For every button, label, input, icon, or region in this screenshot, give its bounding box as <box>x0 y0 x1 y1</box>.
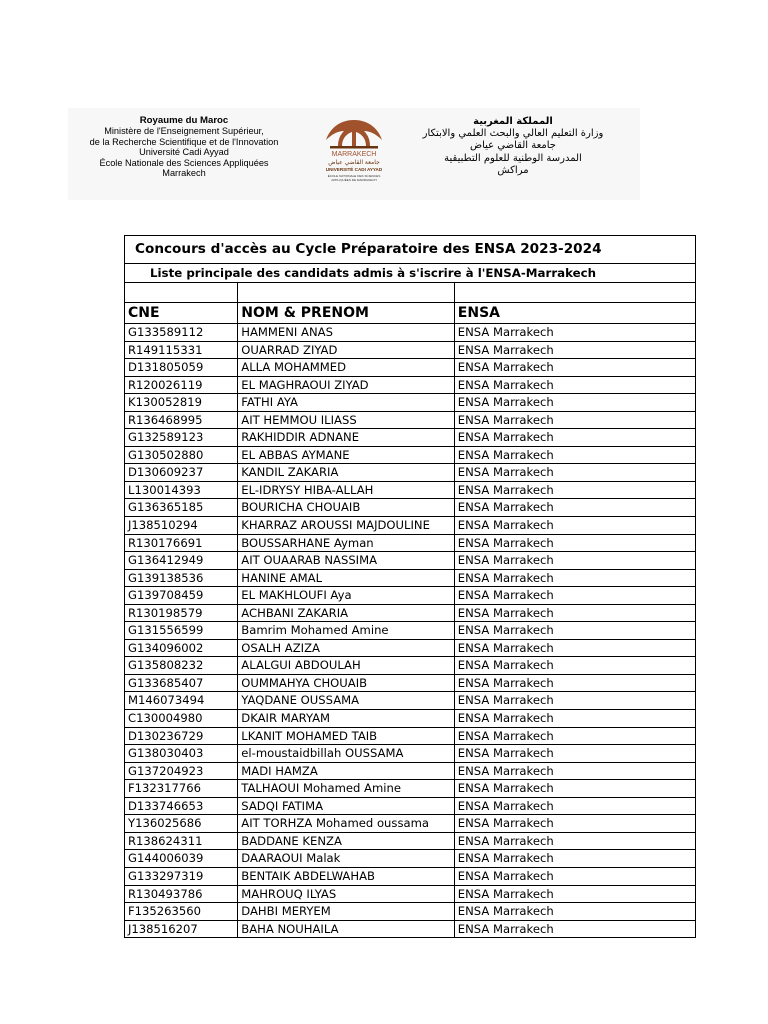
cell-cne: D130609237 <box>125 464 238 482</box>
cell-ensa: ENSA Marrakech <box>454 920 695 938</box>
cell-ensa: ENSA Marrakech <box>454 446 695 464</box>
table-spacer-row <box>125 283 695 303</box>
university-logo-icon <box>318 114 390 188</box>
cell-name: EL ABBAS AYMANE <box>238 446 455 464</box>
table-row <box>125 903 695 921</box>
cell-cne: D130236729 <box>125 727 238 745</box>
table-row <box>125 885 695 903</box>
letterhead-french <box>75 116 293 178</box>
cell-name: AIT OUAARAB NASSIMA <box>238 552 455 570</box>
cell-cne: L130014393 <box>125 481 238 499</box>
cell-cne: G133589112 <box>125 324 238 342</box>
logo-city: MARRAKECH <box>331 151 377 158</box>
cell-cne: K130052819 <box>125 394 238 412</box>
fr-line-school: École Nationale des Sciences Appliquées <box>99 157 269 168</box>
table-header-row <box>125 303 695 324</box>
table-row <box>125 499 695 517</box>
cell-name: BOUSSARHANE Ayman <box>238 534 455 552</box>
cell-cne: R130176691 <box>125 534 238 552</box>
table-row <box>125 639 695 657</box>
cell-ensa: ENSA Marrakech <box>454 324 695 342</box>
cell-cne: G133685407 <box>125 674 238 692</box>
ar-line-school: المدرسة الوطنية للعلوم التطبيقية <box>444 152 582 164</box>
fr-line-city: Marrakech <box>162 168 206 179</box>
fr-line-ministry: Ministère de l'Enseignement Supérieur, <box>104 126 264 137</box>
cell-cne: M146073494 <box>125 692 238 710</box>
table-row <box>125 341 695 359</box>
cell-name: DKAIR MARYAM <box>238 710 455 728</box>
table-row <box>125 446 695 464</box>
table-row <box>125 411 695 429</box>
cell-name: BAHA NOUHAILA <box>238 920 455 938</box>
cell-ensa: ENSA Marrakech <box>454 850 695 868</box>
table-row <box>125 552 695 570</box>
table-row <box>125 762 695 780</box>
logo-university: UNIVERSITÉ CADI AYYAD <box>325 167 383 172</box>
logo-school-line2: APPLIQUÉES DE MARRAKECH <box>331 178 377 182</box>
cell-ensa: ENSA Marrakech <box>454 797 695 815</box>
table-row <box>125 710 695 728</box>
cell-cne: R130198579 <box>125 604 238 622</box>
table-row <box>125 359 695 377</box>
cell-name: TALHAOUI Mohamed Amine <box>238 780 455 798</box>
fr-line-kingdom: Royaume du Maroc <box>139 115 229 126</box>
cell-ensa: ENSA Marrakech <box>454 359 695 377</box>
cell-ensa: ENSA Marrakech <box>454 745 695 763</box>
logo-school-line1: ÉCOLE NATIONALE DES SCIENCES <box>327 174 381 178</box>
cell-name: ACHBANI ZAKARIA <box>238 604 455 622</box>
cell-cne: R149115331 <box>125 341 238 359</box>
table-row <box>125 569 695 587</box>
cell-cne: G139138536 <box>125 569 238 587</box>
cell-cne: R136468995 <box>125 411 238 429</box>
cell-ensa: ENSA Marrakech <box>454 604 695 622</box>
cell-name: AIT HEMMOU ILIASS <box>238 411 455 429</box>
cell-name: BENTAIK ABDELWAHAB <box>238 867 455 885</box>
candidates-table <box>125 283 695 938</box>
cell-ensa: ENSA Marrakech <box>454 727 695 745</box>
cell-ensa: ENSA Marrakech <box>454 692 695 710</box>
ar-line-city: مراكش <box>497 164 529 176</box>
cell-name: Bamrim Mohamed Amine <box>238 622 455 640</box>
cell-cne: J138516207 <box>125 920 238 938</box>
cell-cne: G132589123 <box>125 429 238 447</box>
cell-name: HAMMENI ANAS <box>238 324 455 342</box>
table-row <box>125 587 695 605</box>
cell-name: SADQI FATIMA <box>238 797 455 815</box>
table-row <box>125 797 695 815</box>
table-row <box>125 850 695 868</box>
table-row <box>125 481 695 499</box>
cell-cne: G144006039 <box>125 850 238 868</box>
table-row <box>125 727 695 745</box>
cell-name: BADDANE KENZA <box>238 832 455 850</box>
cell-cne: C130004980 <box>125 710 238 728</box>
university-logo <box>318 114 390 188</box>
cell-name: LKANIT MOHAMED TAIB <box>238 727 455 745</box>
cell-ensa: ENSA Marrakech <box>454 411 695 429</box>
cell-name: ALLA MOHAMMED <box>238 359 455 377</box>
cell-ensa: ENSA Marrakech <box>454 569 695 587</box>
cell-cne: G135808232 <box>125 657 238 675</box>
table-row <box>125 534 695 552</box>
cell-name: KHARRAZ AROUSSI MAJDOULINE <box>238 517 455 535</box>
cell-ensa: ENSA Marrakech <box>454 867 695 885</box>
cell-ensa: ENSA Marrakech <box>454 710 695 728</box>
table-row <box>125 832 695 850</box>
cell-ensa: ENSA Marrakech <box>454 534 695 552</box>
cell-cne: G130502880 <box>125 446 238 464</box>
cell-name: DAHBI MERYEM <box>238 903 455 921</box>
cell-ensa: ENSA Marrakech <box>454 499 695 517</box>
cell-ensa: ENSA Marrakech <box>454 517 695 535</box>
cell-ensa: ENSA Marrakech <box>454 815 695 833</box>
admission-list <box>124 235 696 938</box>
cell-ensa: ENSA Marrakech <box>454 903 695 921</box>
cell-cne: G133297319 <box>125 867 238 885</box>
cell-cne: R138624311 <box>125 832 238 850</box>
cell-cne: G138030403 <box>125 745 238 763</box>
fr-line-research: de la Recherche Scientifique et de l'Innovation <box>89 136 279 147</box>
column-header-cne: CNE <box>125 303 238 324</box>
cell-name: AIT TORHZA Mohamed oussama <box>238 815 455 833</box>
column-header-ensa: ENSA <box>454 303 695 324</box>
cell-ensa: ENSA Marrakech <box>454 587 695 605</box>
cell-name: MAHROUQ ILYAS <box>238 885 455 903</box>
table-row <box>125 867 695 885</box>
cell-ensa: ENSA Marrakech <box>454 376 695 394</box>
cell-ensa: ENSA Marrakech <box>454 341 695 359</box>
cell-ensa: ENSA Marrakech <box>454 674 695 692</box>
cell-ensa: ENSA Marrakech <box>454 762 695 780</box>
table-row <box>125 622 695 640</box>
cell-cne: G131556599 <box>125 622 238 640</box>
cell-name: HANINE AMAL <box>238 569 455 587</box>
table-row <box>125 376 695 394</box>
table-row <box>125 429 695 447</box>
table-row <box>125 464 695 482</box>
cell-ensa: ENSA Marrakech <box>454 552 695 570</box>
cell-cne: D131805059 <box>125 359 238 377</box>
table-row <box>125 815 695 833</box>
cell-cne: Y136025686 <box>125 815 238 833</box>
table-row <box>125 692 695 710</box>
cell-cne: R130493786 <box>125 885 238 903</box>
cell-name: EL MAGHRAOUI ZIYAD <box>238 376 455 394</box>
ar-line-university: جامعة القاضي عياض <box>469 140 556 152</box>
cell-ensa: ENSA Marrakech <box>454 394 695 412</box>
cell-name: MADI HAMZA <box>238 762 455 780</box>
cell-ensa: ENSA Marrakech <box>454 464 695 482</box>
table-row <box>125 324 695 342</box>
cell-cne: G136412949 <box>125 552 238 570</box>
cell-ensa: ENSA Marrakech <box>454 622 695 640</box>
table-row <box>125 780 695 798</box>
cell-ensa: ENSA Marrakech <box>454 780 695 798</box>
ar-line-ministry: وزارة التعليم العالي والبحث العلمي والابتكار <box>422 128 604 140</box>
cell-name: EL MAKHLOUFI Aya <box>238 587 455 605</box>
cell-cne: F132317766 <box>125 780 238 798</box>
cell-ensa: ENSA Marrakech <box>454 657 695 675</box>
cell-name: OSALH AZIZA <box>238 639 455 657</box>
table-row <box>125 674 695 692</box>
cell-ensa: ENSA Marrakech <box>454 429 695 447</box>
cell-name: OUARRAD ZIYAD <box>238 341 455 359</box>
cell-cne: F135263560 <box>125 903 238 921</box>
cell-name: YAQDANE OUSSAMA <box>238 692 455 710</box>
cell-cne: G136365185 <box>125 499 238 517</box>
cell-cne: R120026119 <box>125 376 238 394</box>
table-row <box>125 657 695 675</box>
document-title: Concours d'accès au Cycle Préparatoire des ENSA 2023-2024 <box>125 236 695 264</box>
cell-cne: G139708459 <box>125 587 238 605</box>
cell-name: EL-IDRYSY HIBA-ALLAH <box>238 481 455 499</box>
cell-ensa: ENSA Marrakech <box>454 639 695 657</box>
logo-arabic-name: جامعة القاضي عياض <box>328 159 380 166</box>
table-row <box>125 604 695 622</box>
cell-name: FATHI AYA <box>238 394 455 412</box>
cell-name: RAKHIDDIR ADNANE <box>238 429 455 447</box>
cell-ensa: ENSA Marrakech <box>454 481 695 499</box>
cell-name: DAARAOUI Malak <box>238 850 455 868</box>
cell-name: KANDIL ZAKARIA <box>238 464 455 482</box>
column-header-name: NOM & PRENOM <box>238 303 455 324</box>
cell-cne: J138510294 <box>125 517 238 535</box>
cell-name: OUMMAHYA CHOUAIB <box>238 674 455 692</box>
cell-cne: G137204923 <box>125 762 238 780</box>
letterhead-arabic <box>408 116 618 177</box>
table-row <box>125 517 695 535</box>
table-row <box>125 920 695 938</box>
cell-name: BOURICHA CHOUAIB <box>238 499 455 517</box>
cell-name: ALALGUI ABDOULAH <box>238 657 455 675</box>
cell-ensa: ENSA Marrakech <box>454 832 695 850</box>
cell-cne: D133746653 <box>125 797 238 815</box>
cell-ensa: ENSA Marrakech <box>454 885 695 903</box>
cell-name: el-moustaidbillah OUSSAMA <box>238 745 455 763</box>
document-subtitle: Liste principale des candidats admis à s'iscrire à l'ENSA-Marrakech <box>125 264 695 283</box>
cell-cne: G134096002 <box>125 639 238 657</box>
ar-line-kingdom: المملكة المغربية <box>473 116 553 127</box>
table-row <box>125 394 695 412</box>
fr-line-university: Université Cadi Ayyad <box>139 147 229 158</box>
table-row <box>125 745 695 763</box>
